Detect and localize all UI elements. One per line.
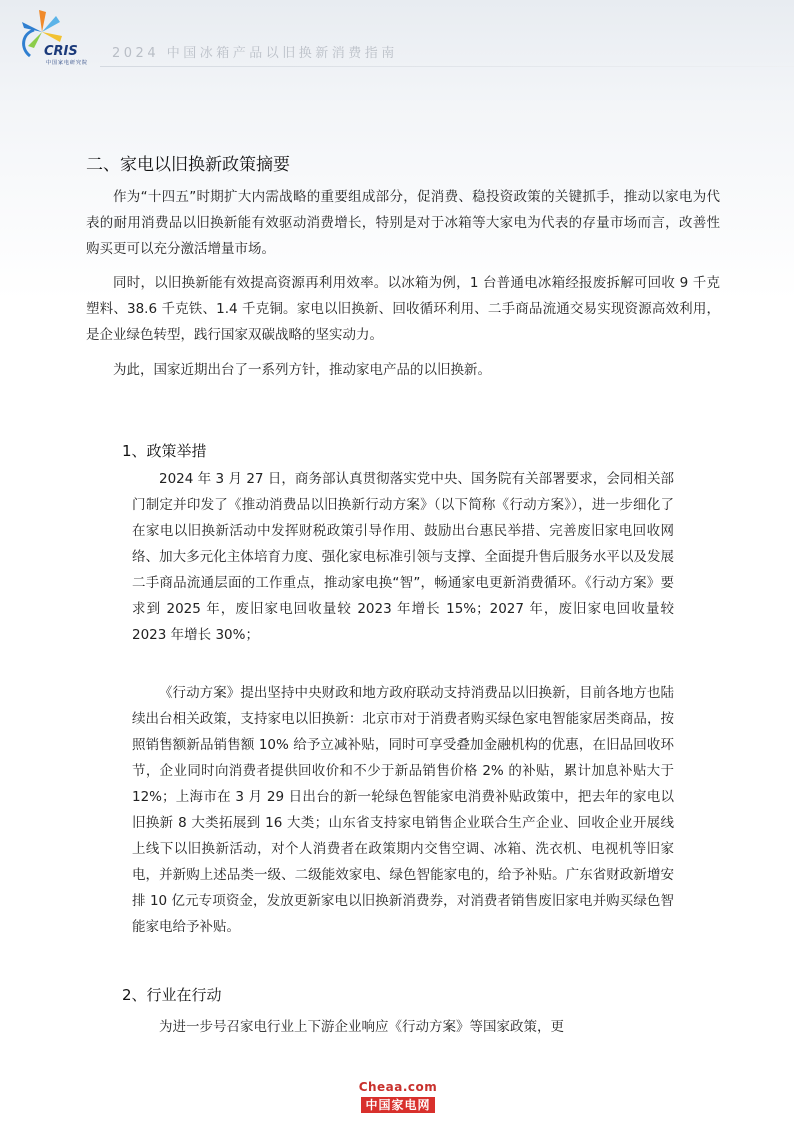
logo-subtext: 中国家电研究院 bbox=[46, 60, 89, 66]
footer-site: Cheaa.com bbox=[358, 1080, 438, 1094]
document-title: 2024 中国冰箱产品以旧换新消费指南 bbox=[112, 46, 398, 61]
policy-paragraph-1: 2024 年 3 月 27 日，商务部认真贯彻落实党中央、国务院有关部署要求，会同相关部门制定并印发了《推动消费品以旧换新行动方案》（以下简称《行动方案》），进一步细化了在家电以旧换新活动中发挥财税政策引导作用、鼓励出台惠民举措、完善废旧家电回收网络、加大多元化主体培育力度、强化家电标准引领与支撑、全面提升售后服务水平以及发展二手商品流通层面的工作重点，推动家电换“智”，畅通家电更新消费循环。《行动方案》要求到 2025 年，废旧家电回收量较 2023 年增长 15%；2027 年，废旧家电回收量较 2023 年增长 30%； bbox=[132, 471, 674, 643]
logo-text: CRIS bbox=[44, 44, 78, 59]
policy-paragraph-2: 《行动方案》提出坚持中央财政和地方政府联动支持消费品以旧换新，目前各地方也陆续出台相关政策，支持家电以旧换新：北京市对于消费者购买绿色家电智能家居类商品，按照销售额新品销售额 10% 给予立减补贴，同时可享受叠加金融机构的优惠，在旧品回收环节，企业同时向消费者提供回收价和不少于新品销售价格 2% 的补贴，累计加息补贴大于 12%；上海市在 3 月 29 日出台的新一轮绿色智能家电消费补贴政策中，把去年的家电以旧换新 8 大类拓展到 16 大类；山东省支持家电销售企业联合生产企业、回收企业开展线上线下以旧换新活动，对个人消费者在政策期内交售空调、冰箱、洗衣机、电视机等旧家电，并新购上述品类一级、二级能效家电、绿色智能家电的，给予补贴。广东省财政新增安排 10 亿元专项资金，发放更新家电以旧换新消费券，对消费者销售废旧家电并购买绿色智能家电给予补贴。 bbox=[132, 685, 674, 935]
subsection-heading-industry: 2、行业在行动 bbox=[122, 986, 222, 1004]
intro-paragraph-2: 同时，以旧换新能有效提高资源再利用效率。以冰箱为例，1 台普通电冰箱经报废拆解可回收 9 千克塑料、38.6 千克铁、1.4 千克铜。家电以旧换新、回收循环利用、二手商品流通交易实现资源高效利用，是企业绿色转型，践行国家双碳战略的坚实动力。 bbox=[86, 275, 720, 343]
intro-paragraph-1: 作为“十四五”时期扩大内需战略的重要组成部分，促消费、稳投资政策的关键抓手，推动以家电为代表的耐用消费品以旧换新能有效驱动消费增长，特别是对于冰箱等大家电为代表的存量市场而言，改善性购买更可以充分激活增量市场。 bbox=[86, 189, 720, 257]
subsection-heading-policy: 1、政策举措 bbox=[122, 442, 207, 460]
intro-paragraph-3: 为此，国家近期出台了一系列方针，推动家电产品的以旧换新。 bbox=[113, 362, 491, 378]
footer-logo bbox=[352, 1080, 444, 1116]
section-heading: 二、家电以旧换新政策摘要 bbox=[86, 155, 290, 175]
industry-paragraph-1: 为进一步号召家电行业上下游企业响应《行动方案》等国家政策，更 bbox=[159, 1019, 564, 1035]
page-header bbox=[0, 0, 794, 80]
header-divider bbox=[100, 66, 794, 67]
footer-name: 中国家电网 bbox=[361, 1097, 434, 1113]
